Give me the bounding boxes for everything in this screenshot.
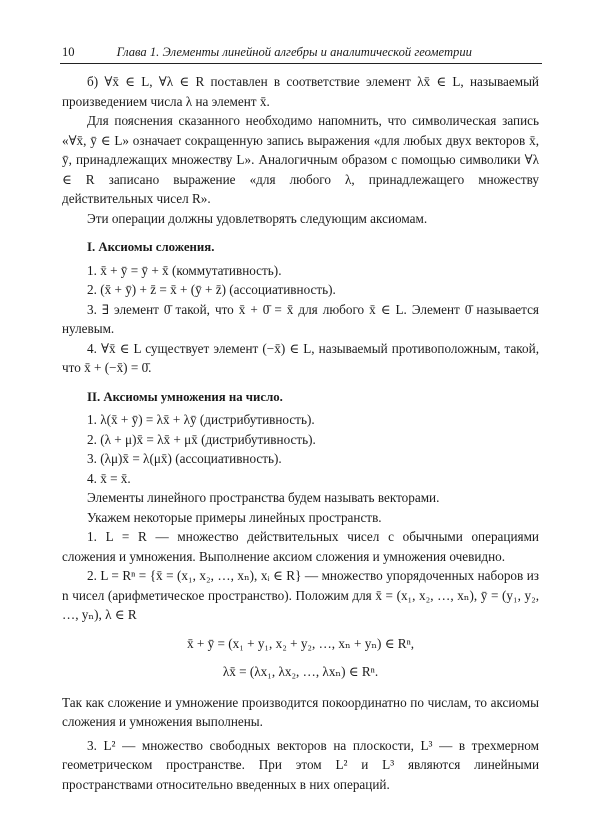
page-body — [62, 72, 539, 794]
section-heading-addition: I. Аксиомы сложения. — [87, 240, 215, 254]
example-1: 1. L = R — множество действительных чисел с обычными операциями сложения и умножения. Выполнение аксиом сложения и умножения очевидно. — [62, 529, 539, 564]
running-header — [62, 44, 542, 60]
paragraph-scalar-mult: б) ∀x̄ ∈ L, ∀λ ∈ R поставлен в соответствие элемент λx̄ ∈ L, называемый произведением числа λ на элемент x̄. — [62, 74, 539, 109]
chapter-title: Глава 1. Элементы линейной алгебры и аналитической геометрии — [116, 45, 472, 59]
axiom-add-2: 2. (x̄ + ȳ) + z̄ = x̄ + (ȳ + z̄) (ассоциативность). — [87, 282, 336, 297]
axiom-add-4: 4. ∀x̄ ∈ L существует элемент (−x̄) ∈ L, называемый противоположным, такой, что x̄ + (−x̄) = 0̄. — [62, 340, 539, 375]
axiom-add-3: 3. ∃ элемент 0̄ такой, что x̄ + 0̄ = x̄ для любого x̄ ∈ L. Элемент 0̄ называется нулевым. — [62, 301, 539, 336]
example-2: 2. L = Rⁿ = {x̄ = (x₁, x₂, …, xₙ), xᵢ ∈ R} — множество упорядоченных наборов из n чисел (арифметическое пространство). Положим для x̄ = (x₁, x₂, …, xₙ), ȳ = (y₁, y₂, …, yₙ), λ ∈ R — [62, 568, 539, 622]
axiom-mult-4: 4. x̄ = x̄. — [87, 470, 131, 486]
section-heading-multiplication: II. Аксиомы умножения на число. — [87, 389, 283, 404]
page-number: 10 — [62, 45, 75, 59]
axiom-mult-3: 3. (λμ)x̄ = λ(μx̄) (ассоциативность). — [87, 451, 282, 466]
paragraph-vectors: Элементы линейного пространства будем называть векторами. — [87, 490, 440, 505]
formula-scalar: λx̄ = (λx₁, λx₂, …, λxₙ) ∈ Rⁿ. — [222, 664, 379, 679]
axiom-mult-1: 1. λ(x̄ + ȳ) = λx̄ + λȳ (дистрибутивность). — [87, 412, 315, 427]
axiom-mult-2: 2. (λ + μ)x̄ = λx̄ + μx̄ (дистрибутивность). — [87, 431, 316, 447]
example-3: 3. L² — множество свободных векторов на плоскости, L³ — в трехмерном геометрическом пространстве. При этом L² и L³ являются линейными пространствами относительно введенных в них операций. — [62, 737, 539, 792]
paragraph-coordinatewise: Так как сложение и умножение производится покоординатно по числам, то аксиомы сложения и умножения выполнены. — [62, 694, 539, 729]
paragraph-axioms-intro: Эти операции должны удовлетворять следующим аксиомам. — [87, 210, 428, 226]
header-rule — [60, 63, 542, 64]
formula-addition: x̄ + ȳ = (x₁ + y₁, x₂ + y₂, …, xₙ + yₙ) ∈ Rⁿ, — [186, 635, 415, 651]
axiom-add-1: 1. x̄ + ȳ = ȳ + x̄ (коммутативность). — [87, 262, 282, 278]
paragraph-examples-intro: Укажем некоторые примеры линейных пространств. — [87, 509, 382, 525]
paragraph-notation: Для пояснения сказанного необходимо напомнить, что символическая запись «∀x̄, ȳ ∈ L» означает сокращенную запись выражения «для любых двух векторов x̄, ȳ, принадлежащих множеству L». Аналогичным образом с помощью символики ∀λ ∈ R записано выражение «для любого λ, принадлежащего множеству действительных чисел R». — [62, 113, 539, 206]
